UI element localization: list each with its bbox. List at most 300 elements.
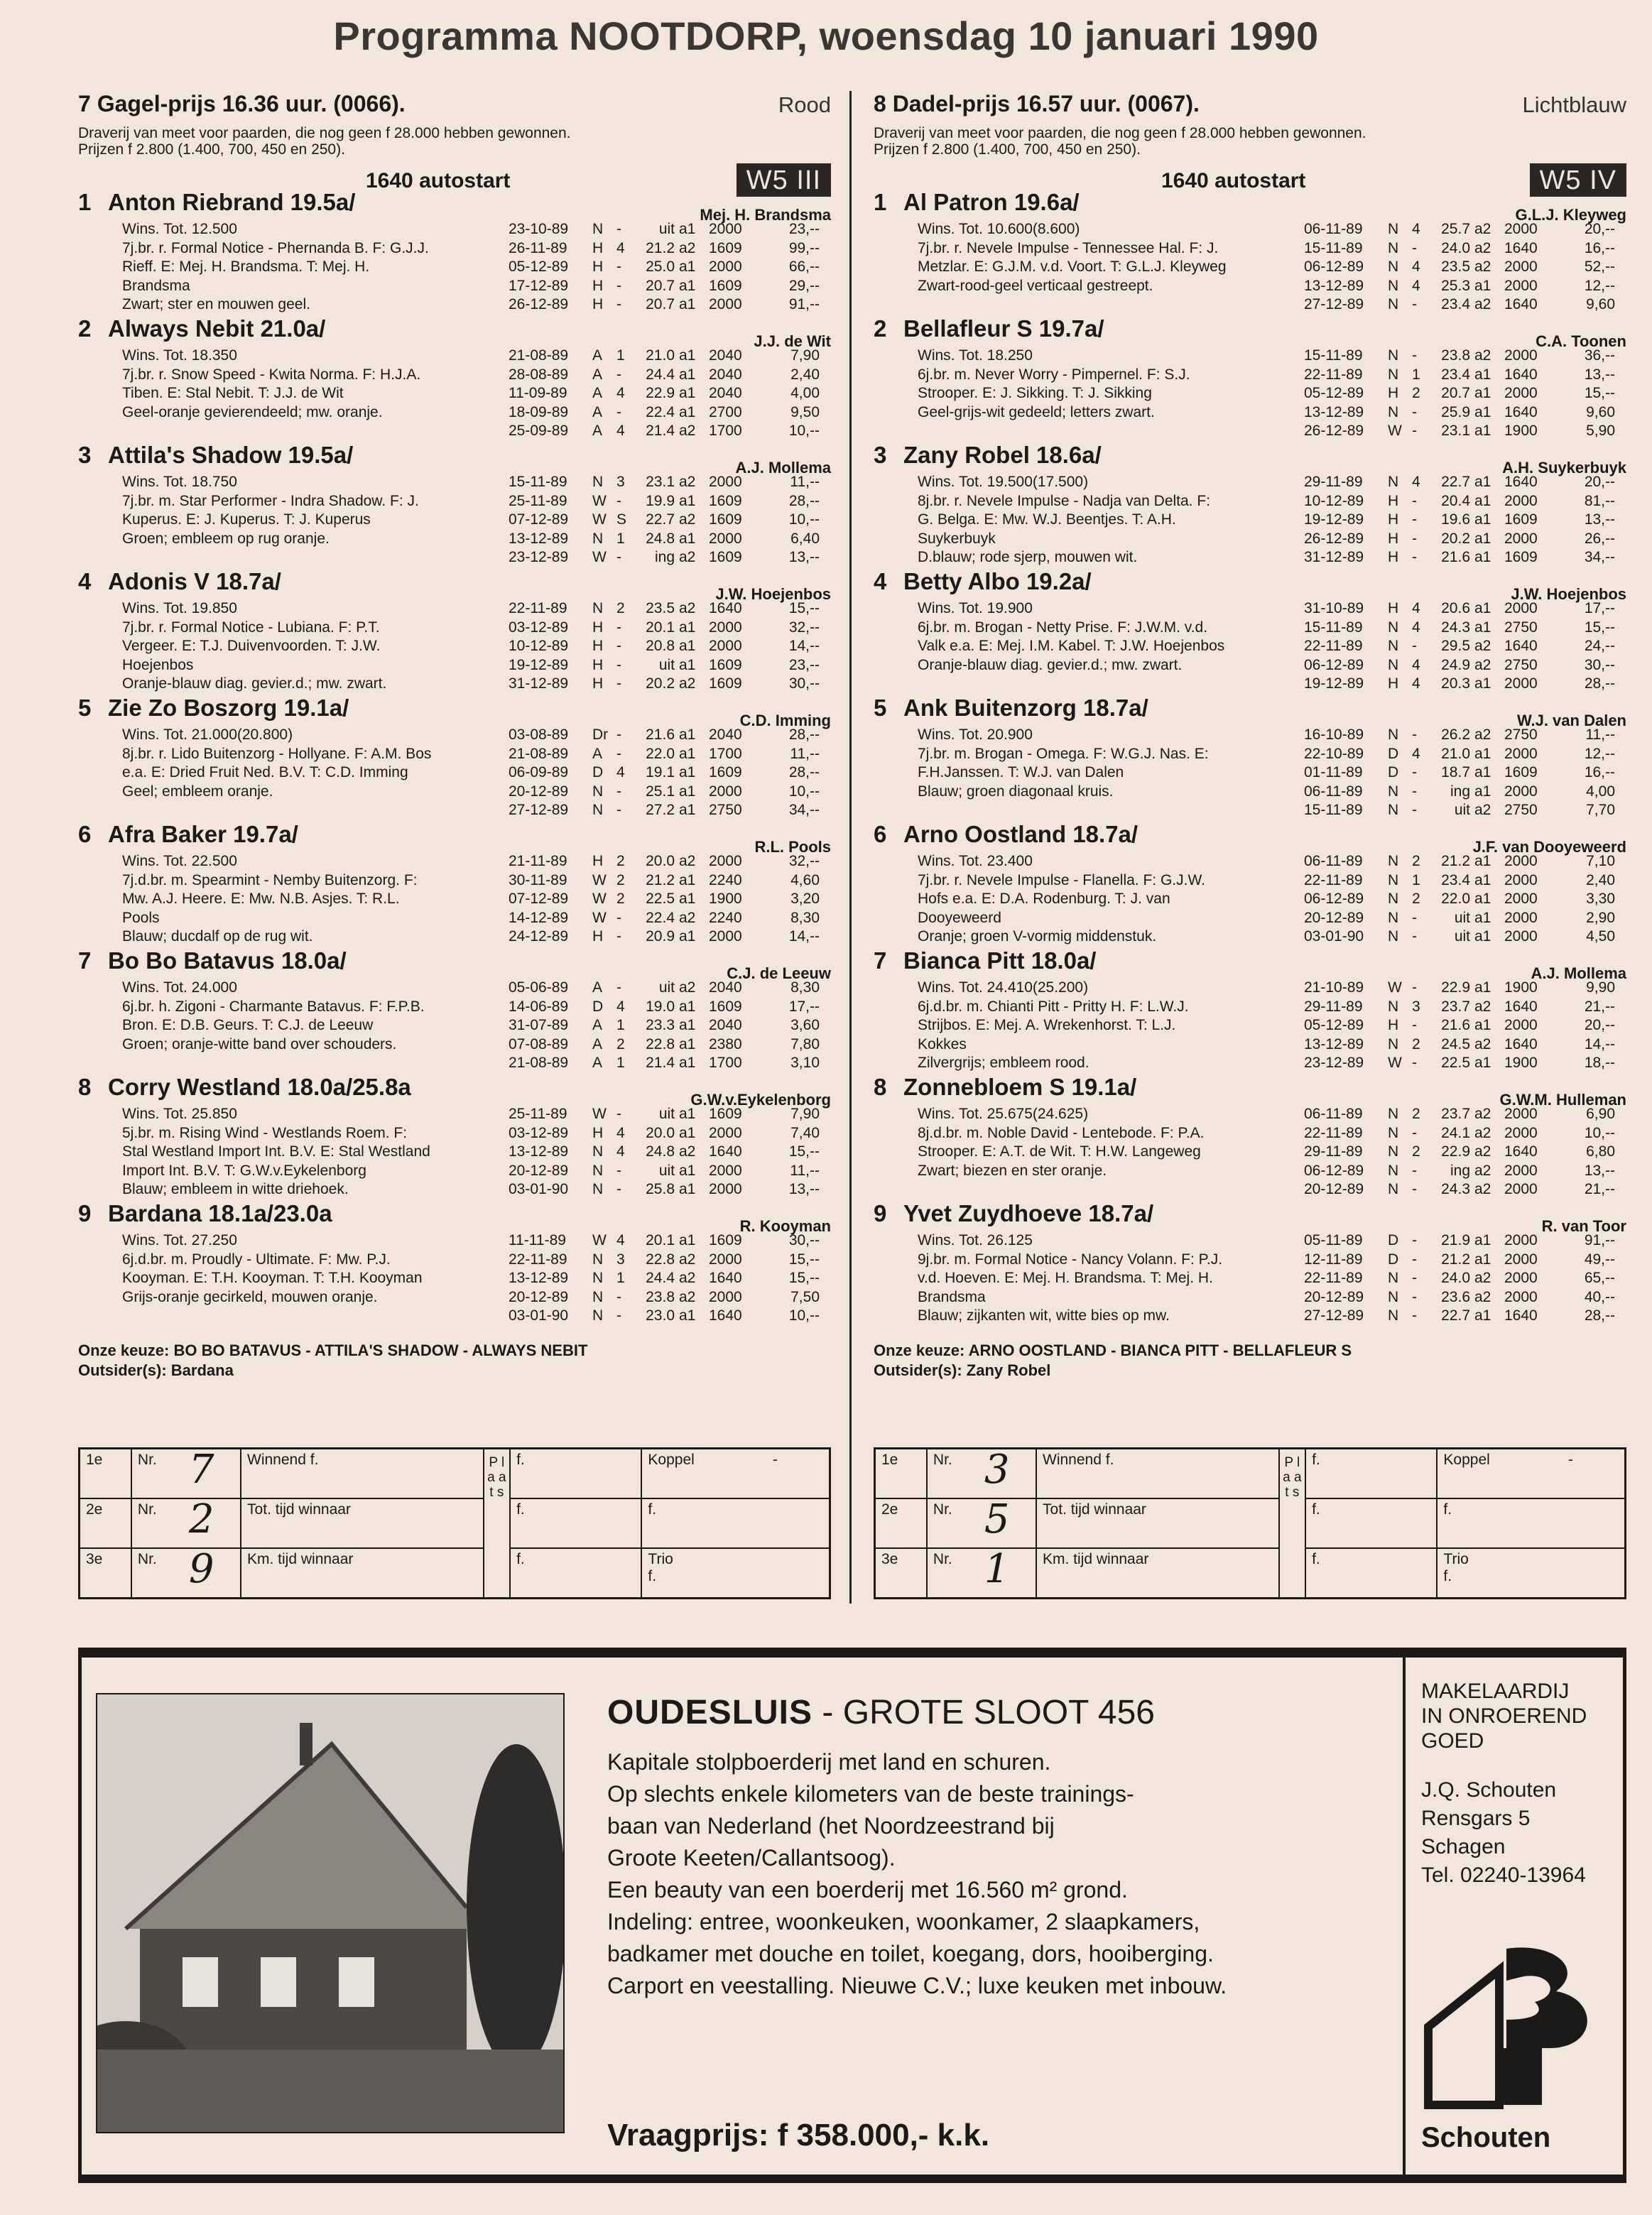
result-distance: 1609: [709, 1106, 742, 1122]
our-choice-text: Onze keuze: BO BO BATAVUS - ATTILA'S SHADOW - ALWAYS NEBIT: [78, 1341, 588, 1359]
result-start: a2: [1474, 1181, 1491, 1197]
race-description: [874, 125, 1626, 159]
result-prize: 13,--: [1584, 1162, 1615, 1179]
result-start: a1: [1474, 549, 1491, 565]
results-table: [1304, 347, 1615, 441]
results-table: [509, 726, 820, 820]
result-track: D: [1388, 1251, 1399, 1268]
result-start: a1: [679, 726, 696, 743]
horse-name-text: Yvet Zuydhoeve 18.7a/: [903, 1200, 1154, 1226]
result-row: [509, 979, 820, 998]
horse-info-line: Wins. Tot. 25.850: [122, 1106, 237, 1122]
result-number-cell: [927, 1548, 1036, 1599]
result-time: 21.4: [646, 1055, 675, 1071]
result-date: 15-11-89: [1304, 619, 1363, 636]
result-time: 20.7: [646, 277, 675, 294]
result-prize: 3,30: [1586, 891, 1615, 907]
horse-trainer: G.L.J. Kleyweg: [1515, 206, 1626, 224]
result-time: 29.5: [1441, 638, 1470, 654]
result-start: a1: [1474, 492, 1491, 509]
result-row: [1304, 295, 1615, 315]
result-date: 19-12-89: [1304, 675, 1364, 692]
result-start: a2: [679, 1251, 696, 1268]
horse-info-line: Brandsma: [918, 1288, 986, 1305]
result-start: a1: [679, 492, 696, 509]
result-row: [509, 998, 820, 1017]
result-date: 13-12-89: [1304, 1035, 1364, 1052]
result-time: uit: [658, 1162, 675, 1179]
result-position: -: [616, 366, 621, 383]
result-start: a2: [679, 239, 696, 256]
result-distance: 2000: [1504, 530, 1538, 547]
result-date: 31-07-89: [509, 1017, 569, 1033]
plaats-amount: f.: [510, 1498, 641, 1548]
result-prize: 32,--: [788, 619, 820, 636]
result-row: [1304, 1035, 1615, 1055]
horse-info-line: 8j.br. r. Lido Buitenzorg - Hollyane. F: A.M. Bos: [122, 745, 432, 762]
horse-name-text: Bellafleur S 19.7a/: [903, 315, 1104, 342]
result-row: [509, 871, 820, 891]
result-distance: 2700: [709, 403, 742, 420]
result-prize: 11,--: [1585, 726, 1615, 743]
horse-info-line: Wins. Tot. 27.250: [122, 1232, 237, 1248]
horse-number: 3: [78, 442, 92, 468]
result-track: H: [592, 675, 604, 692]
horse-info-line: Oranje-blauw diag. gevier.d.; mw. zwart.: [122, 675, 387, 692]
horse-entry: [78, 568, 831, 704]
result-time: 20.3: [1441, 675, 1470, 692]
result-number-cell: [131, 1498, 241, 1548]
result-track: A: [592, 347, 603, 364]
result-row: [509, 801, 820, 820]
our-choice: [874, 1341, 1626, 1381]
horse-name: [78, 821, 298, 847]
result-track: N: [1388, 474, 1399, 490]
result-date: 27-12-89: [1304, 296, 1364, 312]
real-estate-ad: [78, 1648, 1626, 2181]
result-position: 1: [1412, 871, 1420, 888]
result-prize: 7,90: [790, 1106, 820, 1122]
result-start: a2: [679, 549, 696, 565]
result-row: [509, 852, 820, 871]
result-row: [1304, 492, 1615, 511]
horse-info-line: 7j.br. r. Formal Notice - Phernanda B. F: G.J.J.: [122, 239, 429, 256]
horse-info-line: Suykerbuyk: [918, 530, 996, 547]
horse-info-line: 7j.br. m. Brogan - Omega. F: W.G.J. Nas. E:: [918, 745, 1209, 762]
result-time: 24.3: [1441, 619, 1470, 636]
result-date: 13-12-89: [1304, 403, 1364, 420]
result-date: 21-08-89: [509, 745, 569, 762]
trio-cell: [641, 1548, 830, 1599]
horse-info-line: Geel; embleem oranje.: [122, 783, 273, 800]
ad-description: [607, 1746, 1424, 2002]
result-prize: 20,--: [1584, 474, 1615, 490]
result-row: [509, 548, 820, 567]
horse-name-text: Zonnebloem S 19.1a/: [903, 1074, 1137, 1100]
result-date: 06-12-89: [1304, 891, 1364, 907]
result-track: N: [1388, 403, 1399, 420]
race-color: Lichtblauw: [1522, 92, 1626, 117]
result-prize: 20,--: [1584, 221, 1615, 237]
result-start: a1: [679, 258, 696, 275]
result-date: 07-12-89: [509, 511, 569, 528]
result-start: a1: [679, 638, 696, 654]
horse-name: [78, 568, 281, 594]
koppel-cell: [1437, 1449, 1625, 1499]
horse-info-line: Grijs-oranje gecirkeld, mouwen oranje.: [122, 1288, 378, 1305]
result-time: 27.2: [646, 802, 675, 818]
horse-name-text: Always Nebit 21.0a/: [108, 315, 326, 342]
result-time: 23.5: [1441, 258, 1470, 275]
result-prize: 7,70: [1586, 802, 1615, 818]
race-description: [78, 125, 831, 159]
result-row: [1304, 1288, 1615, 1307]
handwritten-number: 3: [984, 1447, 1010, 1493]
result-prize: 11,--: [790, 1162, 820, 1179]
result-prize: 4,60: [790, 871, 820, 888]
result-start: a1: [679, 928, 696, 945]
result-time: 25.7: [1441, 221, 1470, 237]
result-date: 20-12-89: [509, 1162, 569, 1179]
horse-info-line: 7j.br. m. Star Performer - Indra Shadow. F: J.: [122, 492, 419, 509]
trio-amount: f.: [648, 1568, 657, 1584]
handwritten-number: 5: [984, 1496, 1010, 1542]
result-track: H: [592, 277, 604, 294]
result-start: a2: [1474, 1288, 1491, 1305]
result-track: A: [592, 366, 603, 383]
ad-line: Kapitale stolpboerderij met land en schuren.: [607, 1749, 1051, 1775]
horse-name: [78, 947, 347, 974]
koppel-dash: -: [772, 1452, 778, 1468]
result-distance: 1640: [1504, 403, 1538, 420]
result-date: 10-12-89: [509, 638, 569, 654]
result-start: a1: [679, 764, 696, 780]
result-time: 19.0: [646, 998, 675, 1015]
result-prize: 20,--: [1584, 1017, 1615, 1033]
ad-line: Indeling: entree, woonkeuken, woonkamer, 2 slaapkamers,: [607, 1909, 1200, 1934]
ad-line: Op slechts enkele kilometers van de beste trainings-: [607, 1781, 1134, 1807]
result-position: -: [616, 258, 621, 275]
result-start: a1: [679, 1035, 696, 1052]
result-time: 23.4: [1441, 296, 1470, 312]
contact-line: J.Q. Schouten: [1421, 1778, 1557, 1802]
result-distance: 2750: [1504, 619, 1538, 636]
result-start: a2: [1474, 347, 1491, 364]
horse-info-line: Strooper. E: J. Sikking. T: J. Sikking: [918, 385, 1152, 401]
result-track: H: [1388, 675, 1399, 692]
result-row: [1304, 890, 1615, 909]
result-start: a1: [679, 1124, 696, 1141]
result-prize: 3,20: [790, 891, 820, 907]
horse-number: 7: [874, 947, 887, 974]
result-prize: 40,--: [1584, 1288, 1615, 1305]
result-position: 2: [1412, 1106, 1420, 1122]
horse-name-text: Zie Zo Boszorg 19.1a/: [108, 695, 349, 721]
horse-info-line: v.d. Hoeven. E: Mej. H. Brandsma. T: Mej. H.: [918, 1270, 1213, 1286]
result-row: [509, 258, 820, 277]
horse-name-text: Bardana 18.1a/23.0a: [108, 1200, 332, 1226]
result-distance: 1640: [1504, 239, 1538, 256]
horse-entry: [874, 315, 1626, 452]
result-row: [509, 1105, 820, 1124]
result-time: 23.8: [646, 1288, 675, 1305]
result-distance: 2000: [1504, 347, 1538, 364]
horse-info-line: 9j.br. m. Formal Notice - Nancy Volann. F: P.J.: [918, 1251, 1223, 1268]
result-start: a2: [1474, 1143, 1491, 1160]
result-date: 20-12-89: [1304, 909, 1364, 926]
result-start: a1: [1474, 366, 1491, 383]
result-date: 26-12-89: [1304, 423, 1364, 439]
agency-contact: [1421, 1776, 1619, 1890]
result-row: [509, 1251, 820, 1270]
result-distance: 2000: [709, 783, 742, 800]
result-row: [509, 909, 820, 928]
result-number-cell: [927, 1498, 1036, 1548]
result-date: 20-12-89: [1304, 1288, 1364, 1305]
horse-name-text: Anton Riebrand 19.5a/: [108, 189, 356, 215]
result-time: 20.7: [646, 296, 675, 312]
result-place: 3e: [875, 1548, 927, 1599]
result-row: [1304, 783, 1615, 802]
result-date: 29-11-89: [1304, 474, 1363, 490]
result-date: 01-11-89: [1304, 764, 1363, 780]
result-distance: 2040: [709, 347, 742, 364]
handwritten-number: 7: [188, 1447, 214, 1493]
result-track: W: [1388, 1055, 1402, 1071]
result-place: 1e: [80, 1449, 131, 1499]
result-start: a1: [679, 403, 696, 420]
result-prize: 32,--: [788, 853, 820, 869]
results-table: [509, 347, 820, 441]
result-position: -: [616, 909, 621, 926]
result-position: 2: [616, 891, 625, 907]
horse-number: 5: [874, 695, 887, 721]
horse-info-line: Kuperus. E: J. Kuperus. T: J. Kuperus: [122, 511, 371, 528]
agency-line: GOED: [1421, 1729, 1484, 1753]
result-date: 03-01-90: [509, 1307, 569, 1324]
result-start: a2: [1474, 1106, 1491, 1122]
result-time: 25.9: [1441, 403, 1470, 420]
result-position: 1: [616, 1270, 625, 1286]
result-distance: 1609: [709, 675, 742, 692]
result-distance: 1609: [1504, 549, 1538, 565]
result-date: 31-12-89: [509, 675, 569, 692]
result-position: 2: [1412, 1035, 1420, 1052]
result-position: -: [1412, 1181, 1417, 1197]
ad-price: Vraagprijs: f 358.000,- k.k.: [607, 2118, 990, 2153]
horse-trainer: J.W. Hoejenbos: [715, 585, 831, 603]
result-row: [1304, 239, 1615, 258]
result-date: 22-11-89: [1304, 1124, 1363, 1141]
result-start: a1: [1474, 619, 1491, 636]
result-track: N: [592, 474, 604, 490]
result-track: A: [592, 1017, 603, 1033]
result-time: 21.2: [1441, 1251, 1470, 1268]
result-position: 3: [1412, 998, 1420, 1015]
result-position: 4: [1412, 258, 1420, 275]
race-conditions: Draverij van meet voor paarden, die nog geen f 28.000 hebben gewonnen.: [78, 125, 571, 141]
result-date: 17-12-89: [509, 277, 569, 294]
horse-number: 8: [78, 1074, 92, 1100]
result-distance: 1900: [709, 891, 742, 907]
result-time: 21.2: [1441, 853, 1470, 869]
ad-line: Groote Keeten/Callantsoog).: [607, 1845, 896, 1871]
result-position: -: [616, 296, 621, 312]
result-row: [509, 619, 820, 638]
result-track: H: [592, 258, 604, 275]
result-track: H: [592, 296, 604, 312]
result-position: -: [616, 656, 621, 673]
ad-text: [607, 1693, 1424, 2002]
result-distance: 2000: [709, 221, 742, 237]
result-time: 22.5: [646, 891, 675, 907]
result-distance: 2000: [709, 928, 742, 945]
horse-name: [78, 695, 349, 721]
horse-info-line: Blauw; ducdalf op de rug wit.: [122, 928, 313, 945]
result-date: 07-12-89: [509, 891, 569, 907]
result-row: [1304, 998, 1615, 1017]
result-prize: 91,--: [788, 296, 820, 312]
result-track: W: [592, 511, 607, 528]
horse-info-line: Zwart; ster en mouwen geel.: [122, 296, 310, 312]
result-distance: 2000: [1504, 258, 1538, 275]
race-title: 8 Dadel-prijs 16.57 uur. (0067).: [874, 91, 1200, 116]
result-row: [1304, 1054, 1615, 1073]
result-time: 21.2: [646, 871, 675, 888]
result-date: 22-11-89: [509, 600, 567, 616]
plaats-amount: f.: [1305, 1548, 1437, 1599]
agency-line: MAKELAARDIJ: [1421, 1680, 1570, 1703]
horse-info-line: Strooper. E: A.T. de Wit. T: H.W. Langeweg: [918, 1143, 1201, 1160]
horse-name: [78, 1074, 411, 1100]
result-time: 22.0: [1441, 891, 1470, 907]
result-date: 03-08-89: [509, 726, 569, 743]
result-position: 4: [616, 1143, 625, 1160]
result-nr-label: Nr.: [933, 1452, 952, 1468]
result-start: a2: [679, 1270, 696, 1286]
result-start: a1: [679, 783, 696, 800]
result-prize: 30,--: [1584, 656, 1615, 673]
result-track: D: [1388, 745, 1399, 762]
result-position: 4: [616, 1124, 625, 1141]
result-start: a1: [679, 530, 696, 547]
result-track: H: [1388, 600, 1399, 616]
result-date: 19-12-89: [1304, 511, 1364, 528]
result-row: [509, 1124, 820, 1143]
horse-results: [509, 1105, 831, 1199]
horse-info-line: 6j.br. m. Never Worry - Pimpernel. F: S.J.: [918, 366, 1190, 383]
horse-entry: [874, 947, 1626, 1084]
result-time: 24.1: [1441, 1124, 1470, 1141]
ad-bottom-rule: [78, 2175, 1626, 2183]
result-position: 2: [616, 871, 625, 888]
result-grid-row: [80, 1498, 830, 1548]
horse-name-text: Zany Robel 18.6a/: [903, 442, 1102, 468]
result-time: 20.2: [646, 675, 675, 692]
result-row: [509, 726, 820, 745]
horse-entry: [874, 1074, 1626, 1210]
result-distance: 2000: [1504, 675, 1538, 692]
result-track: N: [1388, 1035, 1399, 1052]
result-time: 24.0: [1441, 1270, 1470, 1286]
result-label: Tot. tijd winnaar: [241, 1498, 484, 1548]
result-time: 25.8: [646, 1181, 675, 1197]
horse-entry: [78, 189, 831, 325]
result-date: 22-11-89: [1304, 366, 1363, 383]
result-time: 20.7: [1441, 385, 1470, 401]
result-position: -: [1412, 928, 1417, 945]
result-row: [509, 1162, 820, 1181]
result-position: 1: [616, 1055, 625, 1071]
result-nr-label: Nr.: [933, 1501, 952, 1518]
result-track: W: [592, 549, 607, 565]
column-divider: [849, 91, 852, 1604]
result-date: 03-12-89: [509, 1124, 569, 1141]
result-track: D: [1388, 764, 1399, 780]
result-time: uit: [1454, 909, 1470, 926]
horse-info-line: Vergeer. E: T.J. Duivenvoorden. T: J.W.: [122, 638, 381, 654]
result-time: 22.5: [1441, 1055, 1470, 1071]
result-date: 11-09-89: [509, 385, 567, 401]
result-position: 3: [616, 1251, 625, 1268]
horse-info-line: Valk e.a. E: Mej. I.M. Kabel. T: J.W. Hoejenbos: [918, 638, 1225, 654]
result-track: N: [1388, 909, 1399, 926]
result-nr-label: Nr.: [137, 1452, 157, 1468]
result-track: H: [1388, 1017, 1399, 1033]
result-prize: 52,--: [1584, 258, 1615, 275]
result-prize: 7,90: [790, 347, 820, 364]
result-distance: 2240: [709, 909, 742, 926]
result-start: a1: [679, 1232, 696, 1248]
result-track: A: [592, 423, 603, 439]
result-row: [1304, 473, 1615, 492]
result-track: N: [1388, 656, 1399, 673]
result-track: N: [1388, 1181, 1399, 1197]
result-start: a1: [1474, 928, 1491, 945]
result-track: N: [1388, 871, 1399, 888]
result-start: a2: [1474, 1035, 1491, 1052]
result-track: H: [592, 1124, 604, 1141]
horse-trainer: W.J. van Dalen: [1516, 712, 1626, 729]
horse-info-line: Wins. Tot. 22.500: [122, 853, 237, 869]
plaats-amount: f.: [1305, 1498, 1437, 1548]
result-position: -: [616, 979, 621, 996]
horse-info-line: Zwart-rood-geel verticaal gestreept.: [918, 277, 1153, 294]
result-position: S: [616, 511, 627, 528]
result-time: 23.6: [1441, 1288, 1470, 1305]
result-start: a1: [679, 619, 696, 636]
our-choice-text: Onze keuze: ARNO OOSTLAND - BIANCA PITT - BELLAFLEUR S: [874, 1341, 1352, 1359]
our-choice: [78, 1341, 831, 1381]
horse-results: [509, 599, 831, 694]
result-track: H: [592, 656, 604, 673]
horse-results: [509, 473, 831, 567]
result-position: 4: [616, 385, 625, 401]
horse-info-line: Kokkes: [918, 1035, 967, 1052]
result-time: 20.4: [1441, 492, 1470, 509]
result-distance: 2750: [1504, 726, 1538, 743]
result-number-cell: [927, 1449, 1036, 1499]
result-distance: 2000: [1504, 221, 1538, 237]
result-distance: 2000: [709, 530, 742, 547]
result-time: 22.9: [1441, 979, 1470, 996]
result-start: a1: [1474, 403, 1491, 420]
result-track: N: [1388, 1143, 1399, 1160]
result-distance: 2750: [1504, 656, 1538, 673]
result-distance: 1609: [709, 492, 742, 509]
horse-results: [1304, 347, 1626, 441]
result-track: H: [592, 928, 604, 945]
